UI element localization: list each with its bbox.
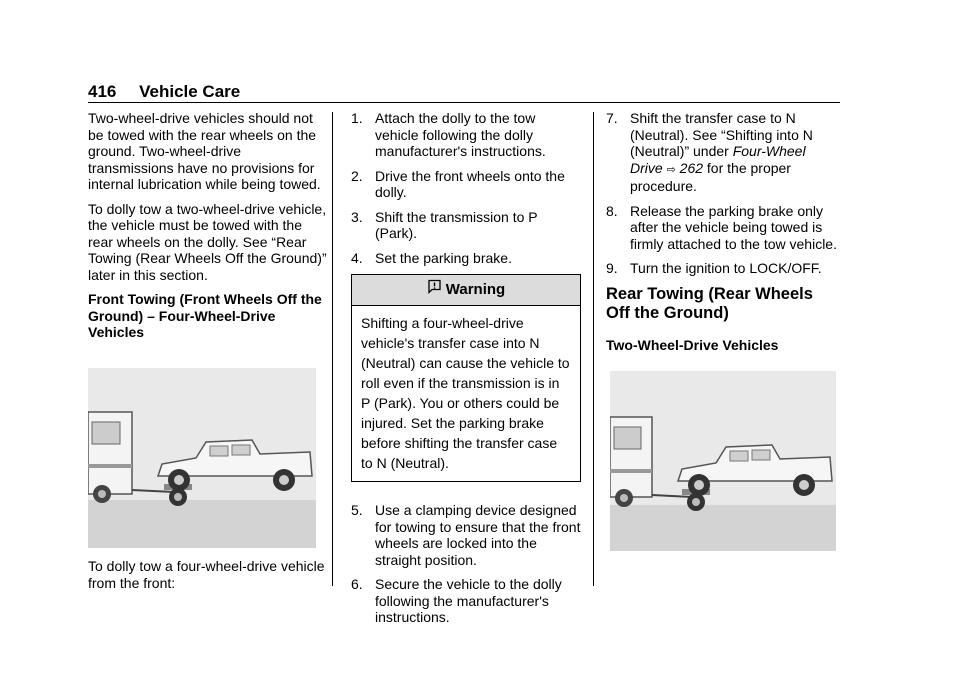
page-number: 416 — [88, 82, 117, 101]
subheading: Front Towing (Front Wheels Off the Ground) – Four-Wheel-Drive Vehicles — [88, 291, 322, 340]
column-divider — [332, 112, 333, 586]
list-item: 7. Shift the transfer case to N (Neutral). See “Shifting into N (Neutral)” under Four-Wheel Drive ⇨ 262 for the proper procedure. — [606, 110, 813, 194]
list-item: 4. Set the parking brake. — [351, 249, 512, 266]
left-column-bottom — [88, 558, 328, 599]
steps-list — [606, 110, 840, 277]
cross-reference-page: 262 — [679, 159, 704, 176]
steps-list — [351, 502, 581, 626]
list-item: 5. Use a clamping device designed for towing to ensure that the front wheels are locked into the straight position. — [351, 502, 581, 568]
cross-reference-title: Four-Wheel Drive — [630, 143, 806, 176]
left-column — [88, 110, 328, 349]
list-item: 8. Release the parking brake only after the vehicle being towed is firmly attached to the tow vehicle. — [606, 202, 837, 252]
list-item: 1. Attach the dolly to the tow vehicle following the dolly manufacturer's instructions. — [351, 110, 546, 159]
page-reference-arrow-icon: ⇨ — [666, 163, 676, 176]
paragraph: To dolly tow a two-wheel-drive vehicle, the vehicle must be towed with the rear wheels on the dolly. See “Rear Towing (Rear Wheels Off the Ground)” later in this section. — [88, 200, 327, 283]
list-item: 3. Shift the transmission to P (Park). — [351, 208, 538, 241]
right-column — [606, 110, 840, 361]
warning-body: Shifting a four-wheel-drive vehicle's transfer case into N (Neutral) can cause the vehicle to roll even if the transmission is in P (Park). You or others could be injured. Set the parking brake before shifting the transfer case to N (Neutral). — [361, 315, 570, 471]
warning-symbol-icon — [427, 275, 442, 305]
column-divider — [593, 112, 594, 586]
subheading: Two-Wheel-Drive Vehicles — [606, 336, 779, 353]
warning-box — [351, 274, 581, 482]
header-rule — [88, 102, 840, 103]
paragraph: Two-wheel-drive vehicles should not be towed with the rear wheels on the ground. Two-wheel-drive transmissions have no provisions for internal lubrication while being towed. — [88, 110, 321, 192]
four-wheel-drive-dolly-tow-illustration — [88, 368, 316, 548]
section-title: Vehicle Care — [139, 82, 241, 101]
two-wheel-drive-dolly-tow-illustration — [610, 371, 836, 551]
page-header — [88, 82, 240, 102]
middle-column — [351, 110, 581, 634]
list-item: 6. Secure the vehicle to the dolly following the manufacturer's instructions. — [351, 576, 562, 625]
list-item: 9. Turn the ignition to LOCK/OFF. — [606, 260, 822, 276]
steps-list — [351, 110, 581, 266]
warning-title: Warning — [445, 281, 506, 298]
list-item: 2. Drive the front wheels onto the dolly. — [351, 167, 565, 200]
paragraph: To dolly tow a four-wheel-drive vehicle from the front: — [88, 558, 325, 591]
warning-header — [352, 275, 580, 306]
section-heading: Rear Towing (Rear Wheels Off the Ground) — [606, 284, 813, 322]
